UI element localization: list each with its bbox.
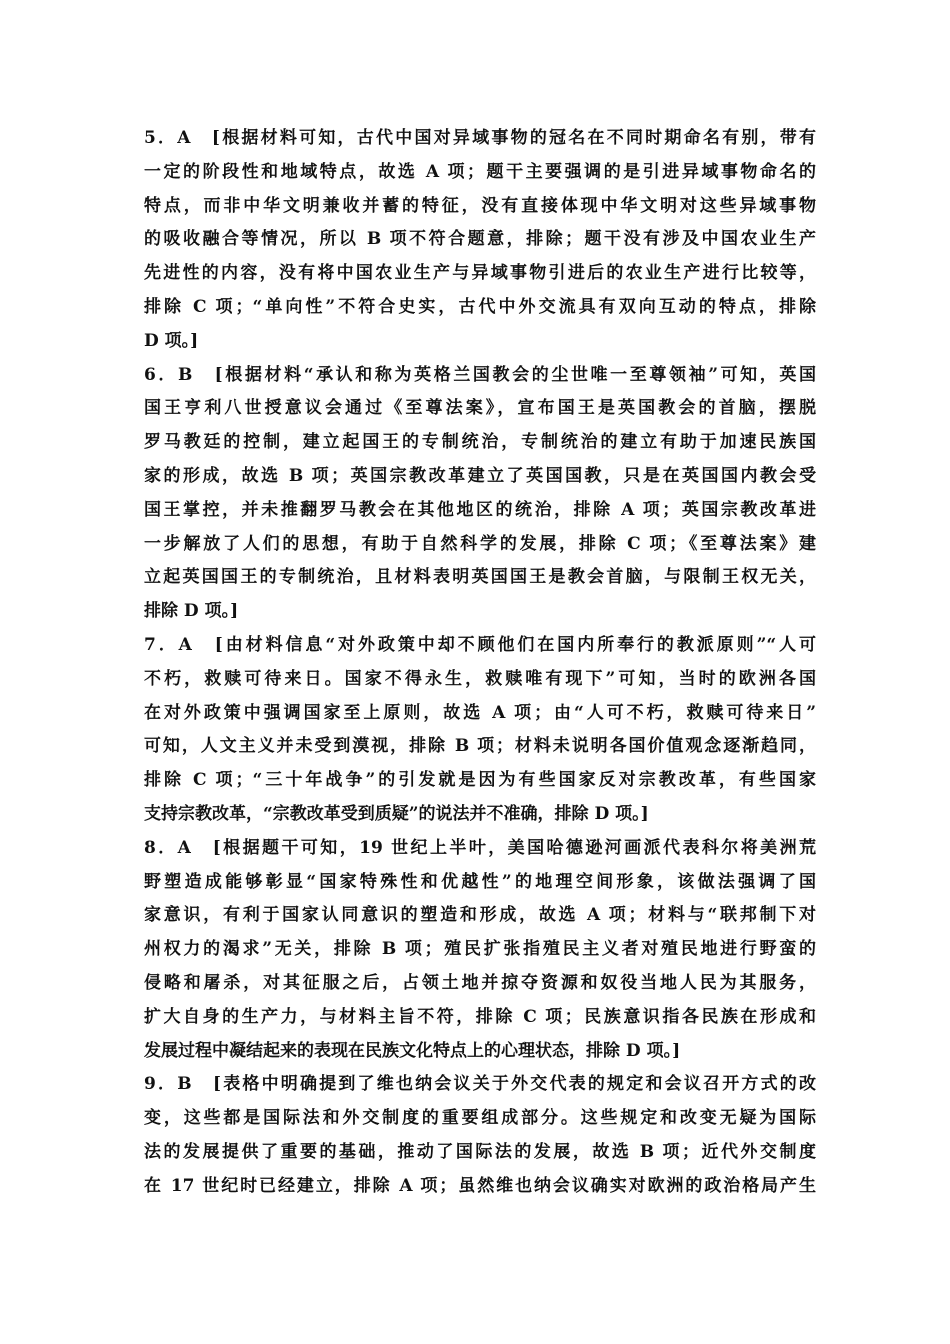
answer-line: 在 17 世纪时已经建立，排除 A 项；虽然维也纳会议确实对欧洲的政治格局产生	[144, 1175, 816, 1196]
answer-line: 可知，人文主义并未受到漠视，排除 B 项；材料未说明各国价值观念逐渐趋同，	[144, 736, 816, 757]
answer-line: 排除 C 项；“三十年战争”的引发就是因为有些国家反对宗教改革，有些国家	[144, 770, 816, 791]
answer-line: 排除 C 项；“单向性”不符合史实，古代中外交流具有双向互动的特点，排除	[144, 296, 816, 317]
answer-line: 5．A [根据材料可知，古代中国对异域事物的冠名在不同时期命名有别，带有	[144, 128, 816, 148]
answer-line: 野塑造成能够彰显“国家特殊性和优越性”的地理空间形象，该做法强调了国	[144, 871, 816, 892]
answer-line: 支持宗教改革，“宗教改革受到质疑”的说法并不准确，排除 D 项。]	[144, 803, 649, 824]
answer-line: 6．B [根据材料“承认和称为英格兰国教会的尘世唯一至尊领袖”可知，英国	[144, 364, 816, 385]
answer-5	[144, 122, 816, 359]
answer-8	[144, 832, 816, 1069]
answer-line: 7．A [由材料信息“对外政策中却不顾他们在国内所奉行的教派原则”“人可	[144, 634, 816, 655]
answer-6	[144, 359, 816, 629]
answer-line: 州权力的渴求”无关，排除 B 项；殖民扩张指殖民主义者对殖民地进行野蛮的	[144, 939, 816, 960]
answer-line: 在对外政策中强调国家至上原则，故选 A 项；由“人可不朽，救赎可待来日”	[144, 702, 816, 723]
answer-9	[144, 1068, 816, 1203]
answer-line: 家的形成，故选 B 项；英国宗教改革建立了英国国教，只是在英国国内教会受	[144, 465, 816, 486]
answer-line: 一定的阶段性和地域特点，故选 A 项；题干主要强调的是引进异域事物命名的	[144, 161, 816, 182]
answer-explanations	[144, 122, 816, 1204]
answer-line: 的吸收融合等情况，所以 B 项不符合题意，排除；题干没有涉及中国农业生产	[144, 229, 816, 250]
answer-line: 国王掌控，并未推翻罗马教会在其他地区的统治，排除 A 项；英国宗教改革进	[144, 499, 816, 520]
answer-line: 法的发展提供了重要的基础，推动了国际法的发展，故选 B 项；近代外交制度	[144, 1141, 816, 1162]
answer-line: 不朽，救赎可待来日。国家不得永生，救赎唯有现下”可知，当时的欧洲各国	[144, 668, 816, 689]
answer-line: 8．A [根据题干可知，19 世纪上半叶，美国哈德逊河画派代表科尔将美洲荒	[144, 837, 816, 858]
answer-line: 排除 D 项。]	[144, 601, 239, 622]
answer-line: 先进性的内容，没有将中国农业生产与异域事物引进后的农业生产进行比较等，	[144, 263, 816, 284]
answer-line: 扩大自身的生产力，与材料主旨不符，排除 C 项；民族意识指各民族在形成和	[144, 1006, 816, 1027]
answer-line: 家意识，有利于国家认同意识的塑造和形成，故选 A 项；材料与“联邦制下对	[144, 905, 816, 926]
answer-line: 9．B [表格中明确提到了维也纳会议关于外交代表的规定和会议召开方式的改	[144, 1074, 816, 1095]
answer-line: 变，这些都是国际法和外交制度的重要组成部分。这些规定和改变无疑为国际	[144, 1108, 816, 1129]
answer-line: 发展过程中凝结起来的表现在民族文化特点上的心理状态，排除 D 项。]	[144, 1040, 681, 1061]
answer-line: D 项。]	[144, 330, 199, 351]
answer-line: 立起英国国王的专制统治，且材料表明英国国王是教会首脑，与限制王权无关，	[144, 567, 816, 588]
answer-line: 一步解放了人们的思想，有助于自然科学的发展，排除 C 项；《至尊法案》建	[144, 533, 816, 554]
answer-line: 侵略和屠杀，对其征服之后，占领土地并掠夺资源和奴役当地人民为其服务，	[144, 972, 816, 993]
answer-line: 罗马教廷的控制，建立起国王的专制统治，专制统治的建立有助于加速民族国	[144, 432, 816, 453]
answer-line: 特点，而非中华文明兼收并蓄的特征，没有直接体现中华文明对这些异域事物	[144, 195, 816, 216]
answer-line: 国王亨利八世授意议会通过《至尊法案》，宣布国王是英国教会的首脑，摆脱	[144, 398, 816, 419]
answer-7	[144, 629, 816, 832]
